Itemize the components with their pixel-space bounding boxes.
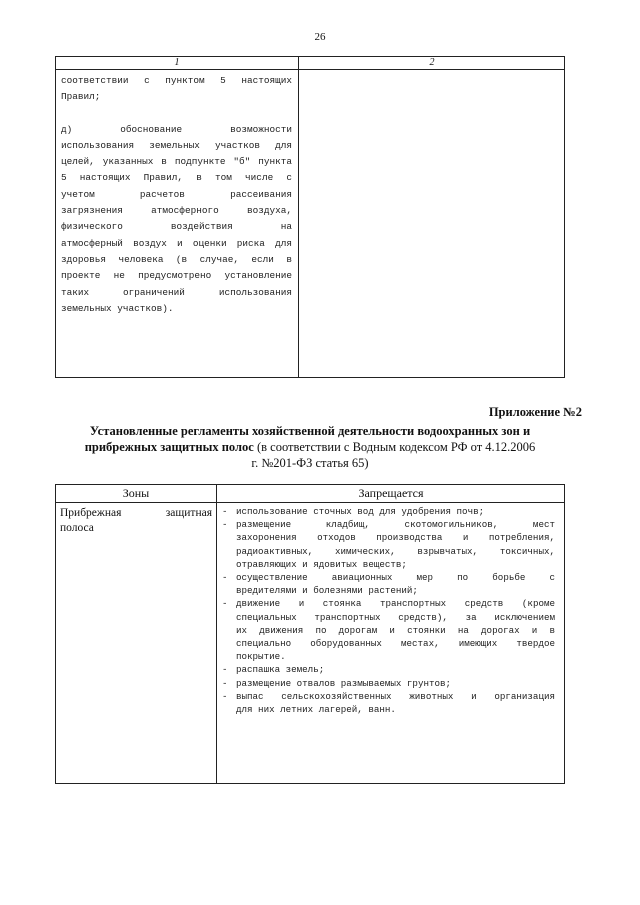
list-item-line: их движения по дорогам и стоянки на дорогах и в xyxy=(236,624,555,636)
zone-name-line: Прибрежная защитная xyxy=(60,507,212,519)
list-item-line: движение и стоянка транспортных средств (кроме xyxy=(236,598,555,610)
appendix-label: Приложение №2 xyxy=(488,405,582,419)
bullet-marker: - xyxy=(222,519,228,531)
table-header-row xyxy=(56,485,564,503)
column-2-header: 2 xyxy=(429,57,435,68)
list-item-line: для них летних лагерей, ванн. xyxy=(236,704,396,716)
text-line: использования земельных участков для xyxy=(61,139,292,151)
list-item-line: специально оборудованных местах, имеющих твердое xyxy=(236,638,555,650)
list-item-line: вредителями и болезнями растений; xyxy=(236,585,418,597)
title-line-1: Установленные регламенты хозяйственной деятельности водоохранных зон и xyxy=(89,424,531,438)
text-line: д) обоснование возможности xyxy=(61,123,292,135)
list-item-line: специальных транспортных средств), за исключением xyxy=(236,611,555,623)
list-item-line: использование сточных вод для удобрения почв; xyxy=(236,506,485,517)
appendix-title xyxy=(55,423,565,471)
list-item xyxy=(222,690,555,716)
list-item xyxy=(222,505,555,518)
list-item xyxy=(222,518,555,571)
list-item-line: осуществление авиационных мер по борьбе с xyxy=(236,572,555,584)
title-line-3: г. №201-ФЗ статья 65) xyxy=(251,456,369,470)
text-line: загрязнения атмосферного воздуха, xyxy=(61,205,292,217)
list-item-line: размещение отвалов размываемых грунтов; xyxy=(236,677,452,689)
text-line: земельных участков). xyxy=(61,302,174,314)
bullet-marker: - xyxy=(222,572,228,584)
list-item-line: отравляющих и ядовитых веществ; xyxy=(236,558,407,570)
column-divider xyxy=(216,485,217,783)
text-line: учетом расчетов рассеивания xyxy=(61,188,292,200)
zones-header: Зоны xyxy=(122,486,150,500)
list-item xyxy=(222,663,555,676)
table-header-row xyxy=(56,57,564,70)
list-item xyxy=(222,597,555,663)
text-line: физического воздействия на xyxy=(61,221,292,233)
text-line: проекте не предусмотрено установление xyxy=(61,270,292,282)
column-1-header: 1 xyxy=(174,57,180,68)
bullet-marker: - xyxy=(222,598,228,610)
text-line: атмосферный воздух и оценки риска для xyxy=(61,237,292,249)
column-divider xyxy=(298,57,299,377)
text-line: Правил; xyxy=(61,91,101,103)
text-line: таких ограничений использования xyxy=(61,286,292,298)
text-line: 5 настоящих Правил, в том числе с xyxy=(61,172,292,184)
list-item xyxy=(222,677,555,690)
list-item-line: размещение кладбищ, скотомогильников, мест xyxy=(236,519,555,531)
prohibited-list xyxy=(222,505,555,716)
text-line: соответствии с пунктом 5 настоящих xyxy=(61,75,292,86)
list-item xyxy=(222,571,555,597)
bullet-marker: - xyxy=(222,690,228,702)
zone-name-cell xyxy=(60,506,212,536)
bullet-marker: - xyxy=(222,677,228,689)
list-item-line: распашка земель; xyxy=(236,664,325,676)
table-cell-text xyxy=(61,73,292,317)
text-line: целей, указанных в подпункте "б" пункта xyxy=(61,156,292,168)
prohibited-header: Запрещается xyxy=(358,486,424,500)
list-item-line: выпас сельскохозяйственных животных и организация xyxy=(236,690,555,702)
requirements-table-continued xyxy=(55,56,565,378)
title-line-2-normal: (в соответствии с Водным кодексом РФ от 4.12.2006 xyxy=(253,440,536,454)
bullet-marker: - xyxy=(222,506,228,517)
list-item-line: радиоактивных, химических, взрывчатых, токсичных, xyxy=(236,545,555,557)
list-item-line: захоронения отходов производства и потребления, xyxy=(236,532,555,544)
regulations-table xyxy=(55,484,565,784)
list-item-line: покрытие. xyxy=(236,651,286,663)
bullet-marker: - xyxy=(222,664,228,676)
text-line: здоровья человека (в случае, если в xyxy=(61,253,292,265)
title-line-2-bold: прибрежных защитных полос xyxy=(84,440,254,454)
page-number: 26 xyxy=(314,31,326,43)
zone-name-line: полоса xyxy=(60,522,94,534)
